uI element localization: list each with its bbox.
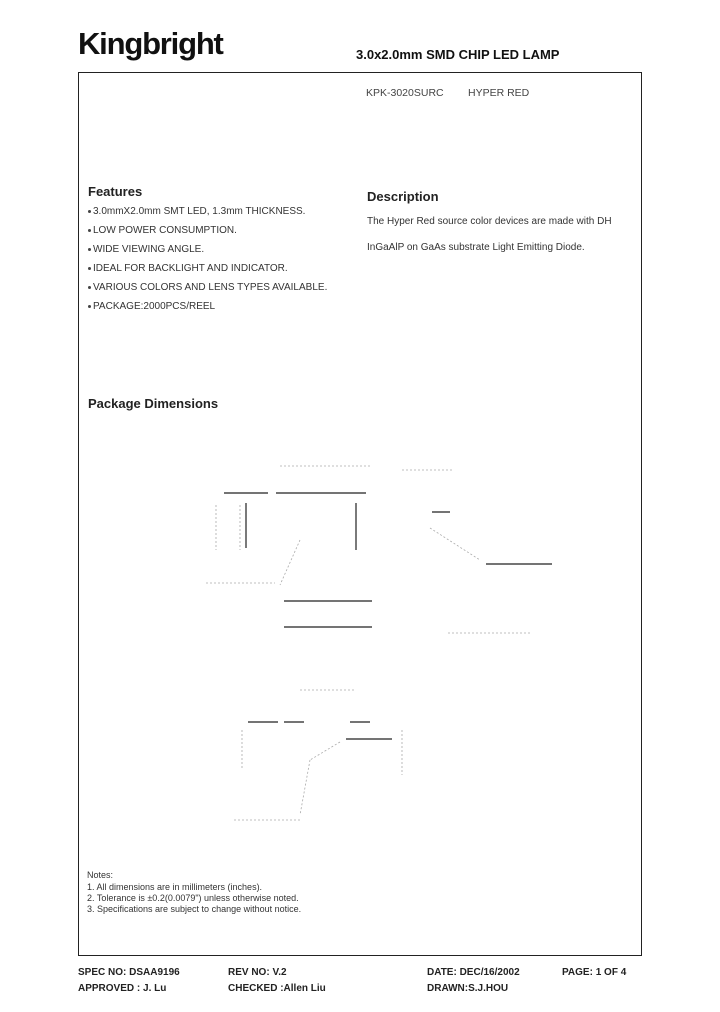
part-color: HYPER RED <box>468 87 530 99</box>
feature-item: IDEAL FOR BACKLIGHT AND INDICATOR. <box>88 263 288 274</box>
note-item: 2. Tolerance is ±0.2(0.0079") unless otherwise noted. <box>87 893 299 903</box>
checked-by: CHECKED :Allen Liu <box>228 983 326 994</box>
spec-number: SPEC NO: DSAA9196 <box>78 967 180 978</box>
drawn-by: DRAWN:S.J.HOU <box>427 983 509 994</box>
feature-item: VARIOUS COLORS AND LENS TYPES AVAILABLE. <box>88 282 327 293</box>
notes-heading: Notes: <box>87 870 114 880</box>
feature-item: WIDE VIEWING ANGLE. <box>88 244 204 255</box>
revision-number: REV NO: V.2 <box>228 967 287 978</box>
brand-logo: Kingbright <box>78 26 223 61</box>
feature-item: PACKAGE:2000PCS/REEL <box>88 301 215 312</box>
description-heading: Description <box>367 189 439 204</box>
package-dimensions-heading: Package Dimensions <box>88 396 219 411</box>
document-date: DATE: DEC/16/2002 <box>427 967 520 978</box>
description-line: InGaAlP on GaAs substrate Light Emitting Diode. <box>367 242 585 253</box>
document-title: 3.0x2.0mm SMD CHIP LED LAMP <box>356 47 560 62</box>
part-number: KPK-3020SURC <box>366 87 444 99</box>
approved-by: APPROVED : J. Lu <box>78 983 167 994</box>
features-heading: Features <box>88 184 143 199</box>
feature-item: LOW POWER CONSUMPTION. <box>88 225 237 236</box>
feature-item: 3.0mmX2.0mm SMT LED, 1.3mm THICKNESS. <box>88 206 305 217</box>
page-indicator: PAGE: 1 OF 4 <box>562 967 627 978</box>
note-item: 3. Specifications are subject to change without notice. <box>87 904 302 914</box>
note-item: 1. All dimensions are in millimeters (inches). <box>87 882 263 892</box>
description-line: The Hyper Red source color devices are made with DH <box>367 216 612 227</box>
